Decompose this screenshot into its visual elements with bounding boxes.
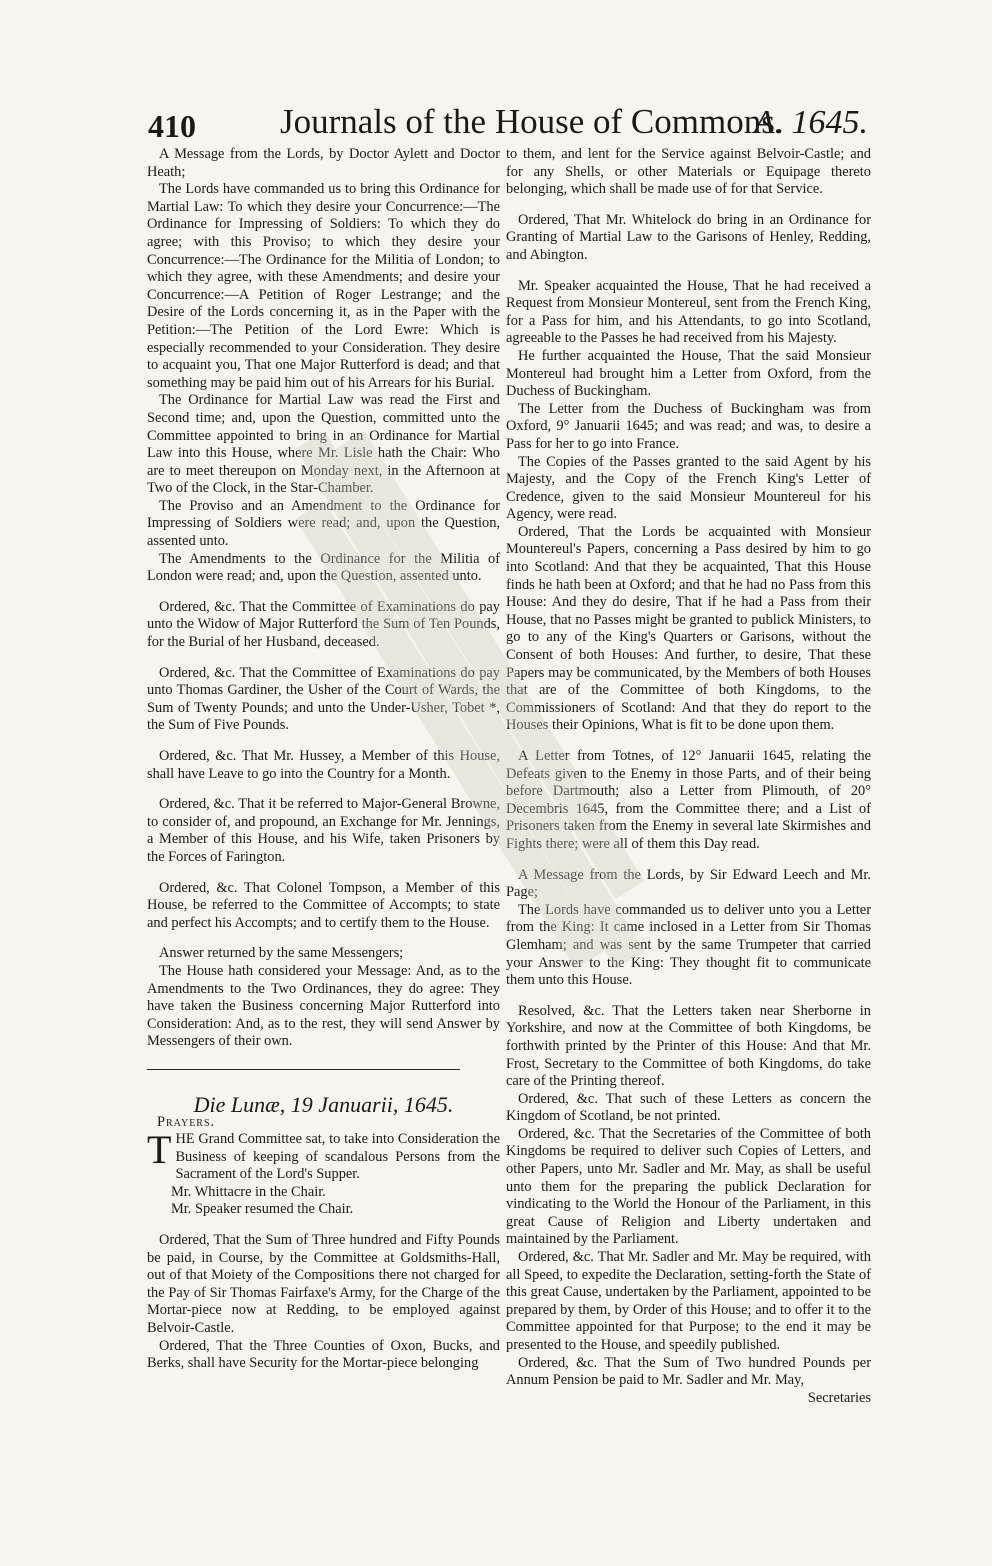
paragraph: The Amendments to the Ordinance for the Militia of London were read; and, upon the Question, assented unto. (147, 550, 500, 585)
paragraph: Ordered, That the Three Counties of Oxon, Bucks, and Berks, shall have Security for the Mortar-piece belonging (147, 1337, 500, 1372)
page-number: 410 (148, 108, 196, 144)
paragraph: Ordered, &c. That the Sum of Two hundred Pounds per Annum Pension be paid to Mr. Sadler and Mr. May, (506, 1354, 871, 1389)
paragraph: The Letter from the Duchess of Buckingham was from Oxford, 9° Januarii 1645; and was read; and was, to desire a Pass for her to go into France. (506, 400, 871, 452)
paragraph: A Message from the Lords, by Doctor Aylett and Doctor Heath; (147, 146, 500, 180)
page-header (148, 100, 868, 146)
paragraph-text: HE Grand Committee sat, to take into Consideration the Business of keeping of scandalous Persons from the Sacrament of the Lord's Supper. (175, 1131, 500, 1183)
paragraph: The Lords have commanded us to deliver unto you a Letter from the King: It came inclosed in a Letter from Sir Thomas Glemham; and was sent by the same Trumpeter that carried your Answer to the King: They thought fit to communicate them unto this House. (506, 901, 871, 989)
left-column (147, 146, 500, 1373)
paragraph: Ordered, That the Sum of Three hundred and Fifty Pounds be paid, in Course, by the Committee at Goldsmiths-Hall, out of that Moiety of the Compositions there not charged for the Pay of Sir Thomas Fairfaxe's Army, for the Charge of the Mortar-piece now at Redding, to be employed against Belvoir-Castle. (147, 1232, 500, 1337)
paragraph: A Message from the Lords, by Sir Edward Leech and Mr. Page; (506, 866, 871, 901)
grand-committee-paragraph (147, 1127, 500, 1184)
day-heading: Die Lunæ, 19 Januarii, 1645. (193, 1091, 454, 1117)
paragraph: A Letter from Totnes, of 12° Januarii 1645, relating the Defeats given to the Enemy in those Parts, and of their being before Dartmouth; also a Letter from Plimouth, of 20° Decembris 1645, from the Committee there; and a List of Prisoners taken from the Enemy in several late Skirmishes and Fights there; were all of them this Day read. (506, 748, 871, 852)
chair-note: Mr. Whittacre in the Chair. (171, 1183, 326, 1200)
paragraph: to them, and lent for the Service against Belvoir-Castle; and for any Shells, or other Materials or Equipage thereto belonging, which shall be made use of for that Service. (506, 146, 871, 198)
paragraph: He further acquainted the House, That the said Monsieur Montereul had brought him a Letter from Oxford, from the Duchess of Buckingham. (506, 347, 871, 400)
paragraph: Ordered, That Mr. Whitelock do bring in an Ordinance for Granting of Martial Law to the Garisons of Henley, Redding, and Abington. (506, 211, 871, 263)
paragraph: Mr. Speaker acquainted the House, That he had received a Request from Monsieur Montereul, sent from the French King, for a Pass for him, and his Attendants, to go into Scotland, agreeable to the Passes he had received from his Majesty. (506, 277, 871, 347)
paragraph: Resolved, &c. That the Letters taken near Sherborne in Yorkshire, and now at the Committee of both Kingdoms, be forthwith printed by the Printer of this House: And that Mr. Frost, Secretary to the Committee of both Kingdoms, do take care of the Printing thereof. (506, 1002, 871, 1090)
drop-cap: T (147, 1127, 172, 1173)
paragraph: Ordered, &c. That it be referred to Major-General Browne, to consider of, and propound, an Exchange for Mr. Jennings, a Member of this House, and his Wife, taken Prisoners by the Forces of Farington. (147, 796, 500, 865)
paragraph: Ordered, &c. That the Committee of Examinations do pay unto the Widow of Major Rutterford the Sum of Ten Pounds, for the Burial of her Husband, deceased. (147, 598, 500, 651)
paragraph: Ordered, &c. That the Secretaries of the Committee of both Kingdoms be required to deliver such Copies of Letters, and other Papers, unto Mr. Sadler and Mr. May, as shall be useful unto them for the preparing the publick Declaration for vindicating to the World the Honour of the Parliament, in this great Cause of Religion and Liberty undertaken and maintained by the Parliament. (506, 1125, 871, 1248)
paragraph: The Proviso and an Amendment to the Ordinance for Impressing of Soldiers were read; and, upon the Question, assented unto. (147, 497, 500, 550)
right-column (506, 146, 871, 1407)
page-year: A. 1645. (753, 104, 868, 141)
paragraph: The Lords have commanded us to bring this Ordinance for Martial Law: To which they desire your Concurrence:—The Ordinance for Impressing of Soldiers: To which they do agree; with this Proviso; to which they desire your Concurrence:—The Ordinance for the Militia of London; to which they agree, with these Amendments; and desire your Concurrence:—A Petition of Roger Lestrange; and the Desire of the Lords concerning it, as in the Paper with the Petition:—The Petition of the Lord Ewre: Which is especially recommended to your Consideration. They desire to acquaint you, That one Major Rutterford is dead; and that something may be paid him out of his Arrears for his Burial. (147, 181, 500, 391)
paragraph: Ordered, That the Lords be acquainted with Monsieur Mountereul's Papers, concerning a Pass desired by him to go into Scotland: And that they be acquainted, That this House finds he hath been at Oxford; and that he had no Pass from this House: And they do desire, That if he had a Pass from their House, that no Passes might be granted to publick Ministers, to go to any of the King's Quarters or Garisons, without the Consent of both Houses: And further, to desire, That these Papers may be communicated, by the Members of both Houses that are of the Committee of both Kingdoms, to the Commissioners of Scotland: And that they do report to the Houses their Opinions, What is fit to be done upon them. (506, 523, 871, 734)
paragraph: Ordered, &c. That such of these Letters as concern the Kingdom of Scotland, be not printed. (506, 1090, 871, 1125)
paragraph: Ordered, &c. That Mr. Hussey, a Member of this House, shall have Leave to go into the Country for a Month. (147, 748, 500, 782)
chair-note: Mr. Speaker resumed the Chair. (171, 1201, 354, 1218)
catchword: Secretaries (807, 1389, 871, 1406)
paragraph: Ordered, &c. That Colonel Tompson, a Member of this House, be referred to the Committee of Accompts; to state and perfect his Accompts; and to certify them to the House. (147, 879, 500, 931)
paragraph: Answer returned by the same Messengers; (159, 945, 404, 962)
paragraph: The House hath considered your Message: And, as to the Amendments to the Two Ordinances, they do agree: They have taken the Business concerning Major Rutterford into Consideration: And, as to the rest, they will send Answer by Messengers of their own. (147, 962, 500, 1050)
paragraph: Ordered, &c. That Mr. Sadler and Mr. May be required, with all Speed, to expedite the Declaration, setting-forth the State of this great Cause, undertaken by the Parliament, appointed to be prepared by them, by Order of this House; and to offer it to the Committee appointed for that Purpose; to the end it may be presented to the House, and speedily published. (506, 1249, 871, 1353)
paragraph: Ordered, &c. That the Committee of Examinations do pay unto Thomas Gardiner, the Usher of the Court of Wards, the Sum of Twenty Pounds; and unto the Under-Usher, Tobet *, the Sum of Five Pounds. (147, 664, 500, 734)
paragraph: The Ordinance for Martial Law was read the First and Second time; and, upon the Question, committed unto the Committee appointed to bring in an Ordinance for Martial Law into this House, where Mr. Lisle hath the Chair: Who are to meet thereupon on Monday next, in the Afternoon at Two of the Clock, in the Star-Chamber. (147, 392, 500, 497)
prayers-heading: Prayers. (157, 1113, 216, 1130)
paragraph: The Copies of the Passes granted to the said Agent by his Majesty, and the Copy of the French King's Letter of Credence, given to the said Monsieur Mountereul for his Agency, were read. (506, 453, 871, 523)
page-title: Journals of the House of Commons. (280, 102, 784, 141)
section-divider (147, 1069, 460, 1070)
